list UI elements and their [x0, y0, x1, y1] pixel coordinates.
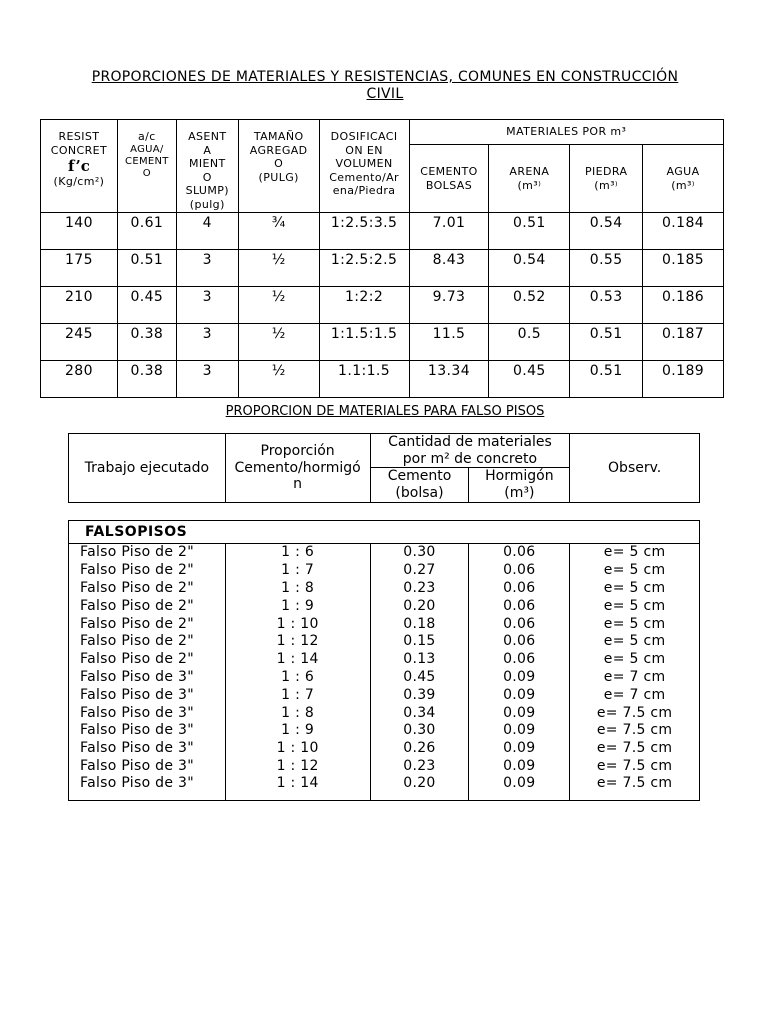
observ-cell: e= 5 cm [570, 562, 700, 580]
observ-cell: e= 7.5 cm [570, 758, 700, 776]
trabajo-cell: Falso Piso de 2" [80, 651, 194, 668]
main-title-line2: CIVIL [366, 86, 404, 102]
proporcion-cell: 1 : 12 [225, 633, 370, 651]
trabajo-cell: Falso Piso de 2" [80, 633, 194, 650]
trabajo-cell: Falso Piso de 2" [80, 597, 194, 614]
header-hormigon: Hormigón (m³) [469, 468, 570, 503]
table-row [69, 740, 700, 758]
header-proporcion: Proporción Cemento/hormigó n [225, 434, 370, 503]
cemento-cell: 0.39 [370, 686, 469, 704]
cemento-cell: 0.30 [370, 722, 469, 740]
table-row: 210 0.45 3 ½ 1:2:2 9.73 0.52 0.53 0.186 [41, 287, 724, 324]
observ-cell: e= 5 cm [570, 580, 700, 598]
table-row [69, 633, 700, 651]
observ-cell: e= 7 cm [570, 686, 700, 704]
cemento-cell: 0.30 [370, 544, 469, 562]
section-falsopisos: FALSOPISOS [69, 521, 700, 544]
header-cantidad: Cantidad de materiales por m² de concreto [370, 434, 570, 468]
header-piedra: PIEDRA (m³⁾ [570, 145, 643, 213]
main-title-line1: PROPORCIONES DE MATERIALES Y RESISTENCIAS, COMUNES EN CONSTRUCCIÓN [91, 69, 679, 85]
table-row [69, 704, 700, 722]
proporcion-cell: 1 : 8 [225, 580, 370, 598]
proporcion-cell: 1 : 8 [225, 704, 370, 722]
proporcion-cell: 1 : 14 [225, 775, 370, 801]
proporcion-cell: 1 : 12 [225, 758, 370, 776]
cemento-cell: 0.34 [370, 704, 469, 722]
cemento-cell: 0.13 [370, 651, 469, 669]
table-row: 280 0.38 3 ½ 1.1:1.5 13.34 0.45 0.51 0.189 [41, 361, 724, 398]
table-row [69, 722, 700, 740]
header-observ: Observ. [570, 434, 700, 503]
trabajo-cell: Falso Piso de 3" [80, 740, 194, 757]
table-resistencias [40, 119, 724, 398]
hormigon-cell: 0.06 [469, 651, 570, 669]
hormigon-cell: 0.06 [469, 544, 570, 562]
proporcion-cell: 1 : 10 [225, 740, 370, 758]
cemento-cell: 0.26 [370, 740, 469, 758]
proporcion-cell: 1 : 14 [225, 651, 370, 669]
hormigon-cell: 0.06 [469, 562, 570, 580]
header-arena: ARENA (m³⁾ [489, 145, 570, 213]
trabajo-cell: Falso Piso de 3" [80, 757, 194, 774]
table-row [69, 686, 700, 704]
hormigon-cell: 0.06 [469, 597, 570, 615]
trabajo-cell: Falso Piso de 3" [80, 668, 194, 685]
hormigon-cell: 0.06 [469, 615, 570, 633]
observ-cell: e= 5 cm [570, 544, 700, 562]
proporcion-cell: 1 : 9 [225, 722, 370, 740]
observ-cell: e= 7.5 cm [570, 722, 700, 740]
proporcion-cell: 1 : 7 [225, 686, 370, 704]
hormigon-cell: 0.09 [469, 722, 570, 740]
trabajo-cell: Falso Piso de 3" [80, 686, 194, 703]
header-tamano: TAMAÑO AGREGAD O (PULG) [238, 120, 319, 213]
table-row [69, 775, 700, 801]
header-dosificacion: DOSIFICACI ON EN VOLUMEN Cemento/Ar ena/Piedra [319, 120, 409, 213]
proporcion-cell: 1 : 7 [225, 562, 370, 580]
proporcion-cell: 1 : 9 [225, 597, 370, 615]
table-row [69, 562, 700, 580]
hormigon-cell: 0.09 [469, 686, 570, 704]
table-row [69, 597, 700, 615]
proporcion-cell: 1 : 6 [225, 669, 370, 687]
table-row [69, 651, 700, 669]
hormigon-cell: 0.09 [469, 704, 570, 722]
hormigon-cell: 0.06 [469, 580, 570, 598]
table-row: 245 0.38 3 ½ 1:1.5:1.5 11.5 0.5 0.51 0.187 [41, 324, 724, 361]
table-row [69, 669, 700, 687]
table-row [69, 580, 700, 598]
table-falso-pisos-header [68, 433, 700, 503]
trabajo-cell: Falso Piso de 3" [80, 775, 194, 792]
header-materiales: MATERIALES POR m³ [409, 120, 723, 145]
cemento-cell: 0.23 [370, 580, 469, 598]
header-cemento: CEMENTO BOLSAS [409, 145, 489, 213]
observ-cell: e= 5 cm [570, 633, 700, 651]
cemento-cell: 0.45 [370, 669, 469, 687]
header-asentamiento: ASENT A MIENT O SLUMP) (pulg) [176, 120, 238, 213]
hormigon-cell: 0.09 [469, 775, 570, 801]
table-row [69, 544, 700, 562]
observ-cell: e= 5 cm [570, 597, 700, 615]
table-row [69, 615, 700, 633]
trabajo-cell: Falso Piso de 2" [80, 544, 194, 561]
main-title [40, 69, 730, 103]
header-cemento-bolsa: Cemento (bolsa) [370, 468, 469, 503]
cemento-cell: 0.20 [370, 775, 469, 801]
trabajo-cell: Falso Piso de 2" [80, 562, 194, 579]
falso-pisos-title: PROPORCION DE MATERIALES PARA FALSO PISOS [225, 404, 545, 419]
proporcion-cell: 1 : 6 [225, 544, 370, 562]
observ-cell: e= 7.5 cm [570, 740, 700, 758]
cemento-cell: 0.18 [370, 615, 469, 633]
cemento-cell: 0.27 [370, 562, 469, 580]
observ-cell: e= 7 cm [570, 669, 700, 687]
table-row: 175 0.51 3 ½ 1:2.5:2.5 8.43 0.54 0.55 0.185 [41, 250, 724, 287]
header-ac: a/c AGUA/ CEMENT O [117, 120, 176, 213]
hormigon-cell: 0.09 [469, 758, 570, 776]
observ-cell: e= 7.5 cm [570, 775, 700, 801]
trabajo-cell: Falso Piso de 2" [80, 615, 194, 632]
table-row [69, 758, 700, 776]
hormigon-cell: 0.09 [469, 740, 570, 758]
cemento-cell: 0.20 [370, 597, 469, 615]
proporcion-cell: 1 : 10 [225, 615, 370, 633]
cemento-cell: 0.23 [370, 758, 469, 776]
header-resist: RESIST CONCRET f’c (Kg/cm²) [41, 120, 118, 213]
header-agua: AGUA (m³⁾ [643, 145, 724, 213]
header-trabajo: Trabajo ejecutado [69, 434, 226, 503]
cemento-cell: 0.15 [370, 633, 469, 651]
observ-cell: e= 5 cm [570, 615, 700, 633]
trabajo-cell: Falso Piso de 2" [80, 579, 194, 596]
header-fc: f’c [67, 157, 90, 175]
trabajo-cell: Falso Piso de 3" [80, 704, 194, 721]
table-row: 140 0.61 4 ¾ 1:2.5:3.5 7.01 0.51 0.54 0.184 [41, 213, 724, 250]
table-falso-pisos [68, 520, 700, 801]
hormigon-cell: 0.09 [469, 669, 570, 687]
observ-cell: e= 7.5 cm [570, 704, 700, 722]
hormigon-cell: 0.06 [469, 633, 570, 651]
trabajo-cell: Falso Piso de 3" [80, 722, 194, 739]
observ-cell: e= 5 cm [570, 651, 700, 669]
